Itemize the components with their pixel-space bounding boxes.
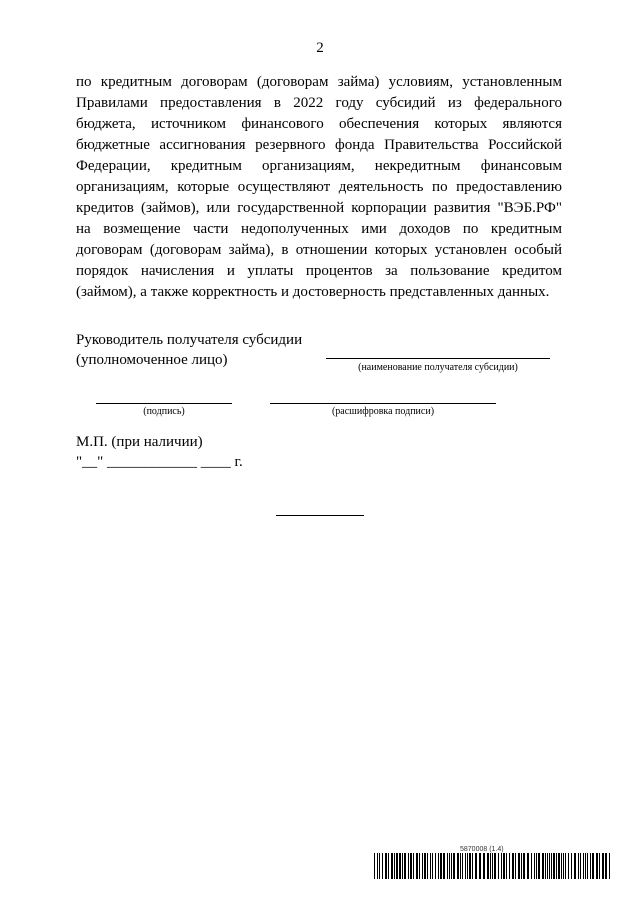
paragraph-line: договорам (договорам займа), в отношении которых установлен особый bbox=[76, 242, 562, 258]
paragraph-line: бюджета, источником финансового обеспечения которых являются bbox=[76, 116, 562, 132]
stamp-label: М.П. (при наличии) bbox=[76, 434, 203, 450]
barcode-number: 5870008 (1.4) bbox=[460, 846, 504, 853]
paragraph-line: бюджетные ассигнования резервного фонда Правительства Российской bbox=[76, 137, 562, 153]
date-field: "__" ____________ ____ г. bbox=[76, 454, 243, 470]
recipient-name-line bbox=[326, 358, 550, 359]
signature-decoding-caption: (расшифровка подписи) bbox=[331, 406, 435, 417]
signature-caption: (подпись) bbox=[143, 406, 185, 417]
body-paragraph bbox=[76, 72, 562, 303]
paragraph-line: на возмещение части недополученных ими доходов по кредитным bbox=[76, 221, 562, 237]
paragraph-line: (займом), а также корректность и достоверность представленных данных. bbox=[76, 284, 550, 300]
signature-line bbox=[96, 403, 232, 404]
signatory-title-line: (уполномоченное лицо) bbox=[76, 352, 228, 368]
recipient-name-caption: (наименование получателя субсидии) bbox=[358, 362, 518, 373]
page-number: 2 bbox=[316, 40, 324, 56]
paragraph-line: организациям, которые осуществляют деятельность по предоставлению bbox=[76, 179, 562, 195]
end-of-document-line bbox=[276, 515, 364, 516]
paragraph-line: порядок начисления и уплаты процентов за пользование кредитом bbox=[76, 263, 562, 279]
paragraph-line: кредитов (займов), или государственной корпорации развития "ВЭБ.РФ" bbox=[76, 200, 562, 216]
signatory-title bbox=[76, 330, 302, 370]
paragraph-line: по кредитным договорам (договорам займа) условиям, установленным bbox=[76, 74, 562, 90]
signatory-title-line: Руководитель получателя субсидии bbox=[76, 332, 303, 348]
paragraph-line: Правилами предоставления в 2022 году субсидий из федерального bbox=[76, 95, 562, 111]
barcode-image bbox=[374, 853, 614, 879]
signature-decoding-line bbox=[270, 403, 496, 404]
paragraph-line: Федерации, кредитным организациям, некредитным финансовым bbox=[76, 158, 562, 174]
